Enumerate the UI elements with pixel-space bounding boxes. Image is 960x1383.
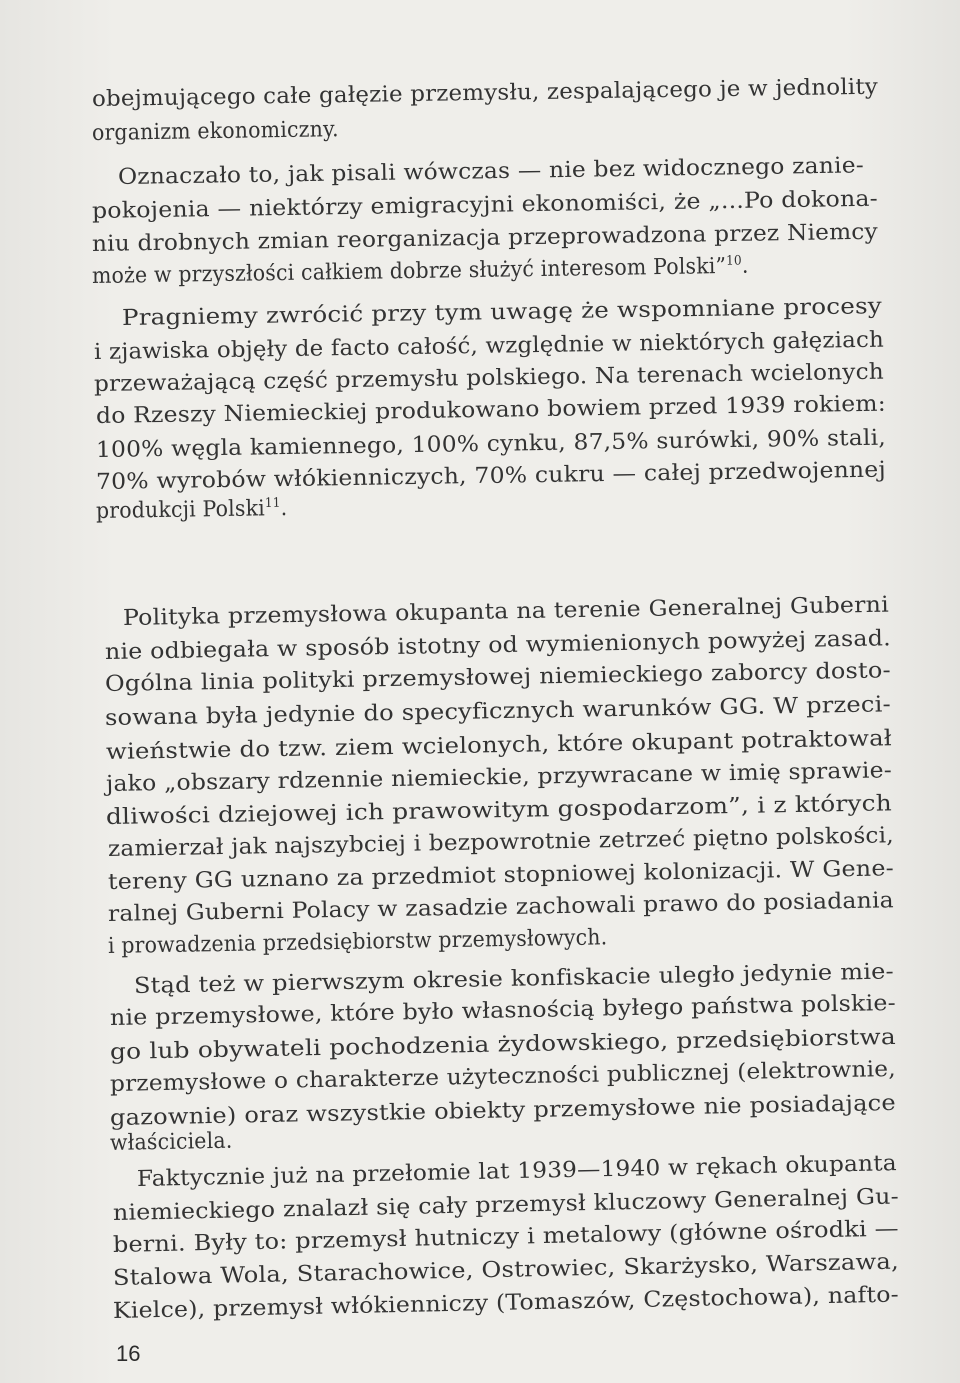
line-text: Pragniemy zwrócić przy tym uwagę że wspomniane procesy bbox=[121, 294, 883, 331]
line-text: go lub obywateli pochodzenia żydowskiego, przedsiębiorstwa bbox=[109, 1024, 897, 1065]
text-line bbox=[92, 72, 878, 116]
footnote-marker: 11 bbox=[264, 495, 281, 512]
line-text: nie odbiegała w sposób istotny od wymienionych powyżej zasad. bbox=[104, 626, 892, 665]
line-text: i prowadzenia przedsiębiorstw przemysłowych. bbox=[107, 925, 608, 959]
line-text: wieństwie do tzw. ziem wcielonych, które okupant potraktował bbox=[105, 726, 893, 765]
line-text: obejmującego całe gałęzie przemysłu, zespalającego je w jednolity bbox=[91, 74, 879, 112]
line-text: Ogólna linia polityki przemysłowej niemieckiego zaborcy dosto- bbox=[104, 658, 892, 697]
line-text: Faktycznie już na przełomie lat 1939—1940 w rękach okupanta bbox=[136, 1151, 898, 1192]
line-text: przemysłowe o charakterze użyteczności publicznej (elektrownie, bbox=[109, 1056, 897, 1097]
line-text: niu drobnych zmian reorganizacja przeprowadzona przez Niemcy bbox=[91, 219, 879, 257]
line-punctuation: . bbox=[741, 253, 749, 279]
line-text: berni. Były to: przemysł hutniczy i metalowy (główne ośrodki — bbox=[112, 1216, 900, 1258]
page-number: 16 bbox=[116, 1341, 141, 1366]
line-text: Kielce), przemysł włókienniczy (Tomaszów, Częstochowa), nafto- bbox=[112, 1282, 900, 1324]
line-text: Stalowa Wola, Starachowice, Ostrowiec, Skarżysko, Warszawa, bbox=[112, 1249, 900, 1291]
line-text: może w przyszłości całkiem dobrze służyć interesom Polski” bbox=[91, 254, 727, 289]
line-text: nie przemysłowe, które było własnością byłego państwa polskie- bbox=[109, 990, 897, 1031]
line-text: dliwości dziejowej ich prawowitym gospodarzom”, i z których bbox=[105, 791, 893, 830]
line-text: organizm ekonomiczny. bbox=[91, 117, 339, 146]
line-text: zamierzał jak najszybciej i bezpowrotnie zetrzeć piętno polskości, bbox=[107, 823, 895, 862]
line-text: pokojenia — niektórzy emigracyjni ekonomiści, że „...Po dokona- bbox=[91, 186, 879, 224]
line-text: 100% węgla kamiennego, 100% cynku, 87,5% surówki, 90% stali, bbox=[95, 425, 887, 463]
line-text: i zjawiska objęły de facto całość, względnie w niektórych gałęziach bbox=[93, 327, 885, 365]
line-text: do Rzeszy Niemieckiej produkowano bowiem przed 1939 rokiem: bbox=[95, 391, 887, 429]
line-punctuation: . bbox=[280, 495, 288, 522]
line-text: gazownie) oraz wszystkie obiekty przemysłowe nie posiadające bbox=[109, 1090, 897, 1131]
text-line bbox=[96, 493, 288, 528]
line-text: Oznaczało to, jak pisali wówczas — nie bez widocznego zanie- bbox=[117, 153, 865, 190]
line-text: przeważającą część przemysłu polskiego. Na terenach wcielonych bbox=[93, 359, 885, 397]
line-text: produkcji Polski bbox=[95, 496, 266, 524]
text-line bbox=[92, 114, 339, 150]
line-text: właściciela. bbox=[109, 1128, 233, 1156]
line-text: Stąd też w pierwszym okresie konfiskacie uległo jedynie mie- bbox=[133, 959, 895, 999]
text-line bbox=[110, 1126, 233, 1160]
line-text: sowana była jedynie do specyficznych warunków GG. W przeci- bbox=[104, 692, 892, 731]
line-text: tereny GG uznano za przedmiot stopniowej kolonizacji. W Gene- bbox=[107, 856, 895, 895]
line-text: jako „obszary rdzennie niemieckie, przywracane w imię sprawie- bbox=[105, 758, 893, 797]
line-text: ralnej Guberni Polacy w zasadzie zachowali prawo do posiadania bbox=[107, 888, 895, 927]
footnote-marker: 10 bbox=[725, 253, 742, 269]
line-text: niemieckiego znalazł się cały przemysł kluczowy Generalnej Gu- bbox=[112, 1184, 900, 1226]
line-text: Polityka przemysłowa okupanta na terenie Generalnej Guberni bbox=[122, 592, 890, 631]
line-text: 70% wyrobów włókienniczych, 70% cukru — całej przedwojennej bbox=[95, 457, 887, 495]
